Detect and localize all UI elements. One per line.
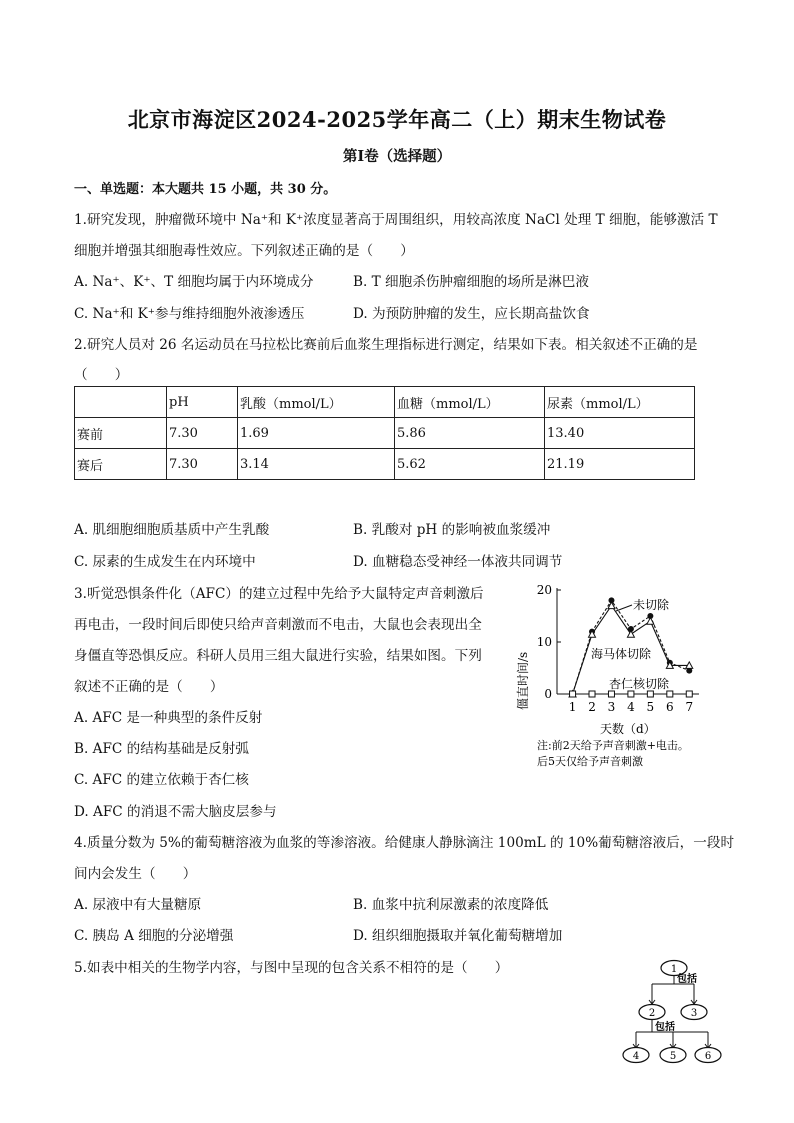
table-cell: 21.19 [545,449,695,480]
x-tick-label: 6 [666,700,674,714]
q1-stem-line2: 细胞并增强其细胞毒性效应。下列叙述正确的是（ ） [74,243,414,259]
x-tick-label: 7 [685,700,694,714]
q4-option-b: B. 血浆中抗利尿激素的浓度降低 [353,897,549,913]
series-label: 未切除 [633,598,670,612]
q2-option-d: D. 血糖稳态受神经一体液共同调节 [353,554,563,570]
diagram-node-label: 1 [670,964,678,975]
q5-stem: 5.如表中相关的生物学内容，与图中呈现的包含关系不相符的是（ ） [74,960,509,976]
x-tick-label: 3 [607,700,616,714]
diagram-node-label: 3 [690,1008,698,1019]
table-cell: 13.40 [545,418,695,449]
q1-option-c: C. Na⁺和 K⁺参与维持细胞外液渗透压 [74,306,305,322]
diagram-node-label: 2 [648,1008,656,1019]
y-tick-label: 0 [544,687,552,701]
q4-option-d: D. 组织细胞摄取并氧化葡萄糖增加 [353,928,563,944]
table-cell: 5.86 [395,418,545,449]
data-point [628,691,634,697]
series-label: 杏仁核切除 [609,677,670,691]
q2-data-table [74,386,695,480]
q4-option-a: A. 尿液中有大量糖原 [74,897,202,913]
table-header-cell: 血糖（mmol/L） [395,387,545,418]
data-point [589,691,595,697]
table-header-cell: 乳酸（mmol/L） [238,387,395,418]
q3-option-b: B. AFC 的结构基础是反射弧 [74,741,249,757]
q1-option-d: D. 为预防肿瘤的发生，应长期高盐饮食 [353,306,590,322]
section-heading: 一、单选题：本大题共 15 小题，共 30 分。 [74,182,337,197]
series-leader-line [616,605,632,611]
table-header-cell [75,387,167,418]
table-cell: 赛后 [75,449,167,480]
table-header-row [75,387,695,418]
x-tick-label: 1 [568,700,577,714]
data-point [667,691,673,697]
q3-line-chart [505,578,765,778]
page-title: 北京市海淀区2024-2025学年高二（上）期末生物试卷 [127,107,667,132]
q1-option-b: B. T 细胞杀伤肿瘤细胞的场所是淋巴液 [353,274,589,290]
diagram-relation-label: 包括 [655,1022,675,1033]
x-tick-label: 4 [627,700,635,714]
q1-stem-line1: 1.研究发现，肿瘤微环境中 Na⁺和 K⁺浓度显著高于周围组织，用较高浓度 NaCl 处理 T 细胞，能够激活 T [74,212,718,228]
diagram-node-label: 4 [632,1051,640,1062]
y-axis-label: 僵直时间/s [516,651,530,710]
x-tick-label: 5 [646,700,655,714]
chart-note-line1: 注:前2天给予声音刺激+电击。 [537,739,689,752]
q2-option-b: B. 乳酸对 pH 的影响被血浆缓冲 [353,522,551,538]
q3-option-d: D. AFC 的消退不需大脑皮层参与 [74,804,277,820]
table-cell: 赛前 [75,418,167,449]
q3-stem-line2: 再电击，一段时间后即使只给声音刺激而不电击，大鼠也会表现出全 [74,617,482,633]
x-axis-label: 天数（d） [600,722,656,736]
diagram-node-label: 5 [669,1051,677,1062]
q2-option-c: C. 尿素的生成发生在内环境中 [74,554,256,570]
data-point [627,631,634,638]
q3-option-c: C. AFC 的建立依赖于杏仁核 [74,772,249,788]
table-row [75,449,695,480]
y-tick-label: 10 [536,635,552,649]
y-tick-label: 20 [536,583,552,597]
table-header-cell: 尿素（mmol/L） [545,387,695,418]
q3-stem-line4: 叙述不正确的是（ ） [74,679,224,695]
q2-option-a: A. 肌细胞细胞质基质中产生乳酸 [74,522,270,538]
q3-option-a: A. AFC 是一种典型的条件反射 [74,710,263,726]
data-point [570,691,576,697]
table-header-cell: pH [167,387,238,418]
table-cell: 5.62 [395,449,545,480]
q3-stem-line1: 3.听觉恐惧条件化（AFC）的建立过程中先给予大鼠特定声音刺激后 [74,586,484,602]
q2-stem-line1: 2.研究人员对 26 名运动员在马拉松比赛前后血浆生理指标进行测定，结果如下表。相关叙述不正确的是 [74,337,698,353]
q4-stem-line2: 间内会发生（ ） [74,866,197,882]
data-point [608,691,614,697]
chart-note-line2: 后5天仅给予声音刺激 [537,755,643,768]
diagram-relation-label: 包括 [677,974,697,985]
q5-inclusion-diagram [618,958,728,1068]
table-cell: 1.69 [238,418,395,449]
q4-stem-line1: 4.质量分数为 5%的葡萄糖溶液为血浆的等渗溶液。给健康人静脉滴注 100mL 的 10%葡萄糖溶液后，一段时 [74,835,735,851]
table-cell: 3.14 [238,449,395,480]
section-subtitle: 第I卷（选择题） [342,148,452,165]
series-label: 海马体切除 [591,647,652,661]
q3-stem-line3: 身僵直等恐惧反应。科研人员用三组大鼠进行实验，结果如图。下列 [74,648,482,664]
q1-option-a: A. Na⁺、K⁺、T 细胞均属于内环境成分 [74,274,314,290]
table-row [75,418,695,449]
table-cell: 7.30 [167,418,238,449]
x-tick-label: 2 [588,700,596,714]
table-cell: 7.30 [167,449,238,480]
data-point [686,691,692,697]
data-point [647,691,653,697]
chart-marks [569,597,693,697]
q2-stem-line2: （ ） [74,367,129,383]
q4-option-c: C. 胰岛 A 细胞的分泌增强 [74,928,234,944]
diagram-node-label: 6 [704,1051,712,1062]
